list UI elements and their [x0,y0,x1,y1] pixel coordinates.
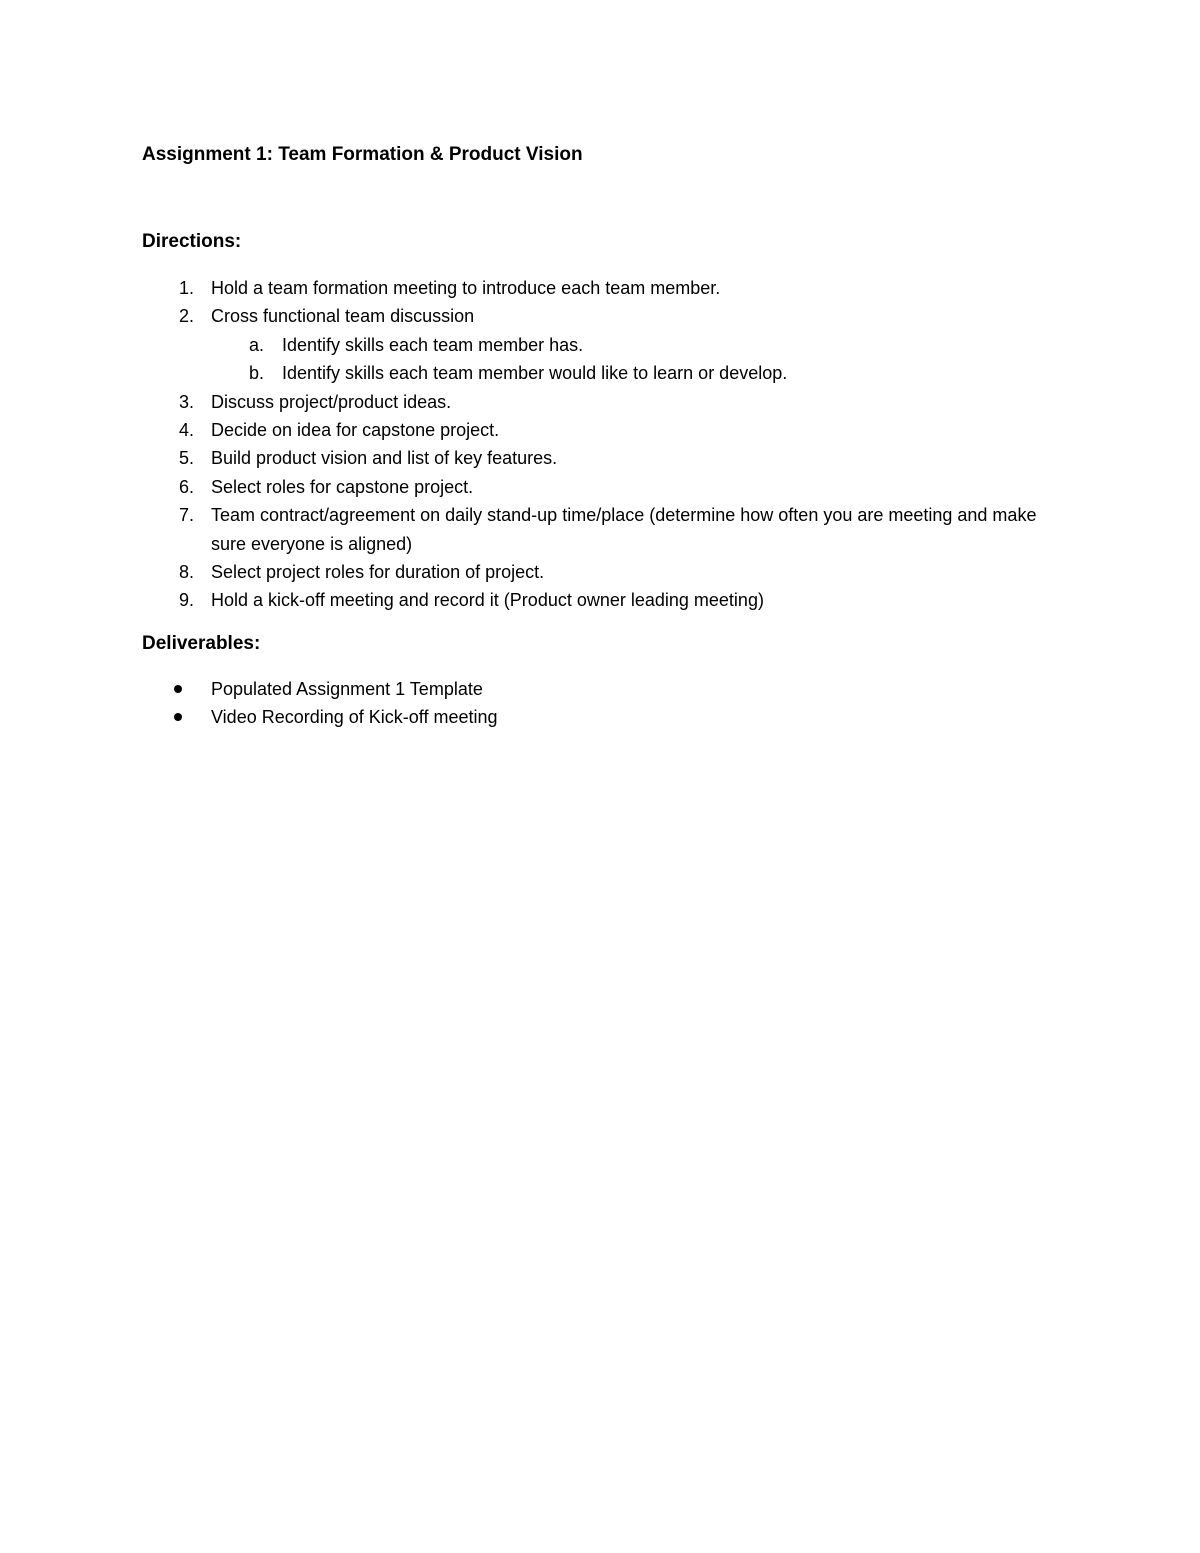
directions-list [0,274,1062,615]
list-marker: 5. [178,448,194,469]
list-item-text: Hold a team formation meeting to introduce each team member. [211,278,721,298]
list-item-text: Decide on idea for capstone project. [211,420,500,441]
directions-item-4 [0,416,1062,444]
list-item-text: Select project roles for duration of project. [211,562,545,583]
list-marker: 6. [178,476,194,497]
list-marker: b. [248,363,264,384]
bullet-icon [174,713,182,721]
directions-item-9 [0,586,1062,614]
directions-item-6 [0,473,1062,501]
list-item-text: Discuss project/product ideas. [211,391,452,412]
list-item-text: Cross functional team discussion [211,306,475,327]
deliverables-list [0,675,1056,732]
list-marker: a. [248,334,264,355]
directions-item-5 [0,444,1062,472]
list-marker: 4. [178,420,194,441]
deliverables-item-2 [0,703,1056,731]
deliverables-heading: Deliverables: [142,633,261,654]
directions-subitem-b [0,359,1062,387]
list-marker: 9. [178,590,194,611]
list-marker: 1. [178,278,194,298]
list-item-text: Hold a kick-off meeting and record it (Product owner leading meeting) [211,590,764,611]
bullet-icon [174,685,182,693]
document-title: Assignment 1: Team Formation & Product Vision [142,144,583,165]
deliverables-item-1 [0,675,1056,703]
list-marker: 7. [178,505,194,526]
list-item-text: Build product vision and list of key features. [211,448,558,469]
directions-heading: Directions: [142,231,242,252]
directions-item-1 [0,274,1062,302]
directions-item-8 [0,558,1062,586]
list-item-text: Identify skills each team member would like to learn or develop. [282,363,788,384]
directions-item-2 [0,302,1062,330]
list-item-text: Team contract/agreement on daily stand-up time/place (determine how often you are meeting and make sure everyone is aligned) [211,505,1037,554]
directions-item-7 [0,501,1062,558]
list-item-text: Identify skills each team member has. [282,334,584,355]
list-item-text: Video Recording of Kick-off meeting [211,707,498,728]
list-item-text: Populated Assignment 1 Template [211,679,483,699]
list-marker: 3. [178,391,194,412]
directions-subitem-a [0,331,1062,359]
list-item-text: Select roles for capstone project. [211,476,474,497]
list-marker: 2. [178,306,194,327]
list-marker: 8. [178,562,194,583]
directions-item-3 [0,388,1062,416]
